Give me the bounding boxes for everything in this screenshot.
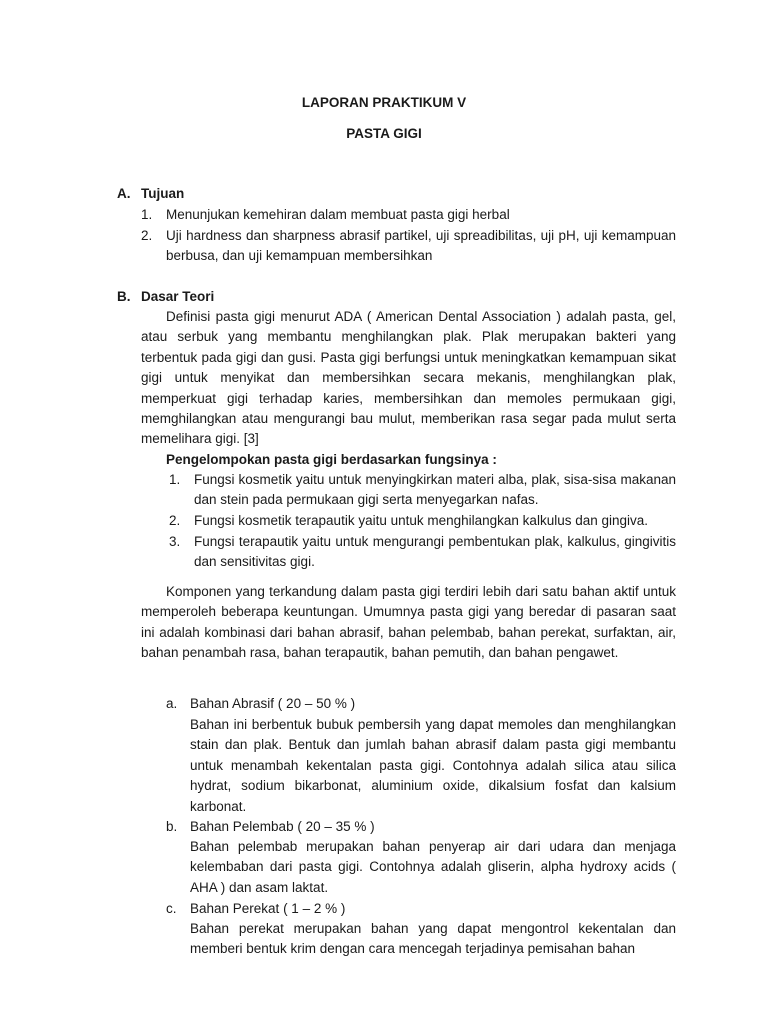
section-b-marker: B. [117,289,131,304]
component-b-title: Bahan Pelembab ( 20 – 35 % ) [190,819,375,834]
function-item-3: Fungsi terapautik yaitu untuk mengurangi pembentukan plak, kalkulus, gingivitis dan sensitivitas gigi. [194,534,676,570]
tujuan-item-2-number: 2. [141,228,153,243]
tujuan-item-1: Menunjukan kemehiran dalam membuat pasta gigi herbal [166,207,510,222]
function-item-1: Fungsi kosmetik yaitu untuk menyingkirkan materi alba, plak, sisa-sisa makanan dan stein pada permukaan gigi serta menyegarkan nafas. [194,472,676,508]
function-3-number: 3. [169,534,181,549]
function-1-number: 1. [169,472,181,487]
section-a-heading: Tujuan [141,186,185,201]
component-c-letter: c. [166,901,177,916]
tujuan-item-2: Uji hardness dan sharpness abrasif partikel, uji spreadibilitas, uji pH, uji kemampuan berbusa, dan uji kemampuan membersihkan [166,228,676,264]
function-2-number: 2. [169,513,181,528]
component-a-title: Bahan Abrasif ( 20 – 50 % ) [190,696,356,711]
section-b-heading: Dasar Teori [141,289,215,304]
dasar-teori-paragraph-1: Definisi pasta gigi menurut ADA ( American Dental Association ) adalah pasta, gel, atau serbuk yang membantu menghilangkan plak. Plak merupakan bakteri yang terbentuk pada gigi dan gusi. Pasta gigi berfungsi untuk meningkatkan kemampuan sikat gigi untuk menyikat dan membersihkan secara mekanis, menghilangkan plak, memperkuat gigi terhadap karies, membersihkan dan memoles permukaan gigi, memghilangkan atau mengurangi bau mulut, memberikan rasa segar pada mulut serta memelihara gigi. [3] [141,309,676,447]
component-c-title: Bahan Perekat ( 1 – 2 % ) [190,901,346,916]
document-subtitle: PASTA GIGI [346,126,422,141]
component-c-text: Bahan perekat merupakan bahan yang dapat mengontrol kekentalan dan memberi bentuk krim dengan cara mencegah terjadinya pemisahan bahan [190,921,676,957]
component-b-text: Bahan pelembab merupakan bahan penyerap air dari udara dan menjaga kelembaban dari pasta gigi. Contohnya adalah gliserin, alpha hydroxy acids ( AHA ) dan asam laktat. [190,839,676,895]
tujuan-item-1-number: 1. [141,207,153,222]
group-intro: Pengelompokan pasta gigi berdasarkan fungsinya : [166,452,497,467]
function-item-2: Fungsi kosmetik terapautik yaitu untuk menghilangkan kalkulus dan gingiva. [194,513,649,528]
section-a-marker: A. [117,186,131,201]
component-b-letter: b. [166,819,178,834]
component-a-letter: a. [166,696,178,711]
dasar-teori-paragraph-2: Komponen yang terkandung dalam pasta gigi terdiri lebih dari satu bahan aktif untuk memperoleh beberapa keuntungan. Umumnya pasta gigi yang beredar di pasaran saat ini adalah kombinasi dari bahan abrasif, bahan pelembab, bahan perekat, surfaktan, air, bahan penambah rasa, bahan terapautik, bahan pemutih, dan bahan pengawet. [141,584,676,661]
component-a-text: Bahan ini berbentuk bubuk pembersih yang dapat memoles dan menghilangkan stain dan plak. Bentuk dan jumlah bahan abrasif dalam pasta gigi membantu untuk menambah kekentalan pasta gigi. Contohnya adalah silica atau silica hydrat, sodium bikarbonat, aluminium oxide, dikalsium fosfat dan kalsium karbonat. [190,717,676,814]
document-title: LAPORAN PRAKTIKUM V [301,95,467,110]
